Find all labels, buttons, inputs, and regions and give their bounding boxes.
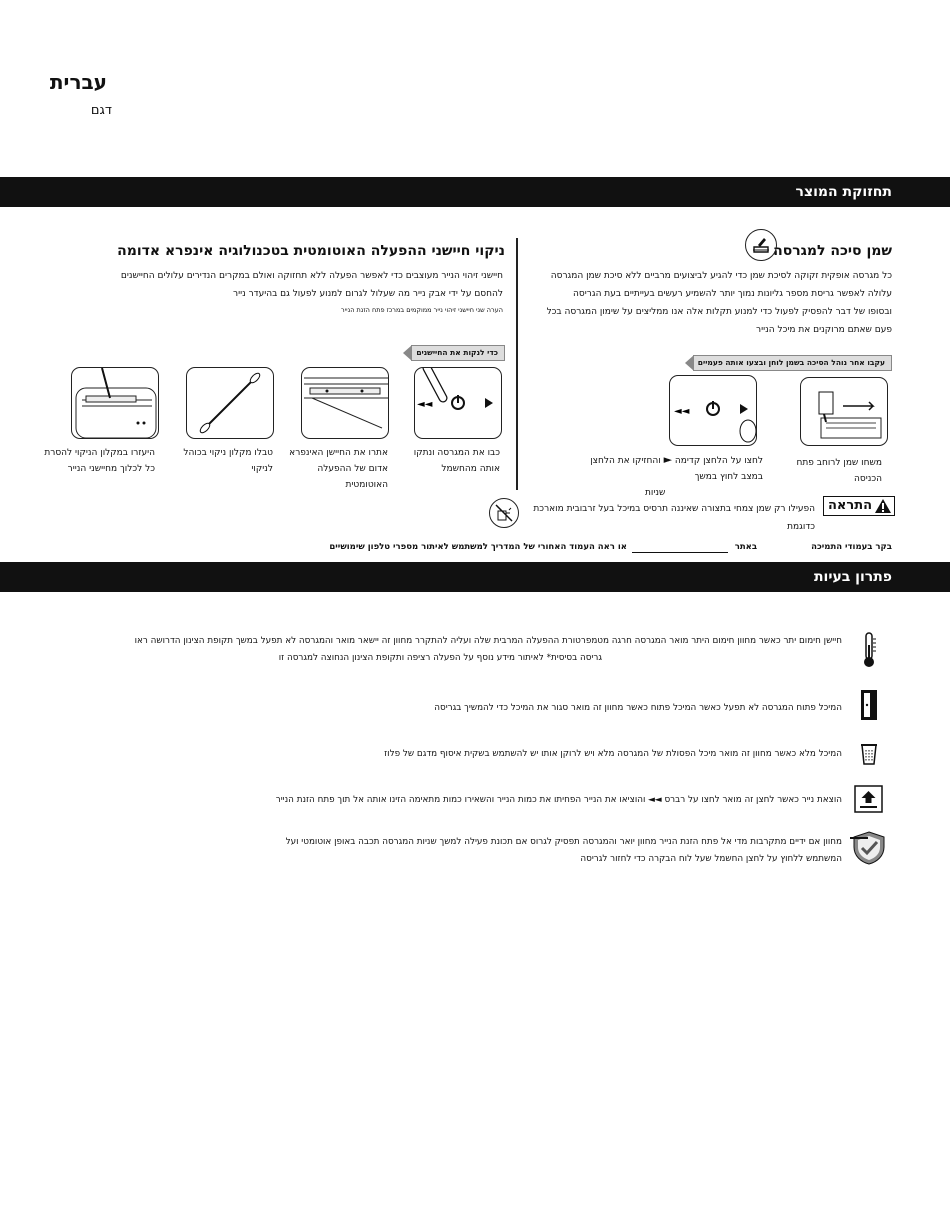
support-prefix: בקר בעמודי התמיכה bbox=[811, 542, 892, 552]
support-at: באתר bbox=[734, 542, 757, 552]
language-title: עברית bbox=[49, 70, 107, 94]
warning-text: הפעילו רק שמן צמחי בתצורה שאיננה תרסיס במיכל בעל זרבובית מוארכת כדוגמת bbox=[533, 504, 815, 532]
oil-step-label: עקבו אחר נוהל הסיכה בשמן לוחן ובצעו אותה פעמיים bbox=[693, 355, 892, 371]
sensors-caption-4: היעזרו במקלון הניקוי להסרת כל לכלוך מחיישני הנייר bbox=[44, 448, 155, 474]
power-off-image bbox=[414, 367, 502, 439]
forward-arrow-icon: ► bbox=[663, 453, 673, 466]
trouble-row-overheat: חיישן חימום יתר כאשר מחוון חימום היתר מואר המגרסה חרגה מטמפרטורת ההפעלה המרבית שלה ועליה להתקרר מחוון זה יישאר מואר והמגרסה לא תפעל במשך תקופת הצינון הדרושה ראו גריסה בסיסית* לאיתור מידע נוסף על הפעלה רציפה ותקופת הצינון הנחוצה למגרסה זו bbox=[134, 636, 842, 663]
svg-text:◄◄: ◄◄ bbox=[417, 399, 433, 410]
trouble-row-paper-jam: הוצאת נייר כאשר לחצן זה מואר לחצו על רברס ◄◄ והוציאו את הנייר הפחיתו את כמות הנייר והשאירו כמות מתאימה הזינו אותה אל תוך פתח הזנת הנייר bbox=[275, 795, 842, 805]
sensors-step-label: כדי לנקות את החיישנים bbox=[411, 345, 505, 361]
trouble-row-safesense: מחוון אם ידיים מתקרבות מדי אל פתח הזנת הנייר מחוון יואר והמגרסה תפסיק לגרוס אם תכונת פעילה למשך שניות המגרסה תכבה באופן אוטומטי ועל המשתמש ללחוץ על לחצן החשמל שעל לוח הבקרה כדי לחזור לגריסה bbox=[285, 837, 842, 864]
sensors-caption-1: כבו את המגרסה ונתקו אותה מהחשמל bbox=[413, 448, 500, 474]
oil-can-icon bbox=[745, 229, 777, 261]
svg-text:◄◄: ◄◄ bbox=[674, 406, 690, 417]
sensors-note: הערה שני חיישני זיהוי נייר ממוקמים במרכז פתח הזנת הנייר bbox=[341, 306, 503, 314]
cotton-swab-image bbox=[186, 367, 274, 439]
forward-button-image bbox=[669, 375, 757, 446]
trouble-row-bin-full: המיכל מלא כאשר מחוון זה מואר מיכל הפסולת של המגרסה מלא ויש לרוקן אותו יש להשתמש בשקית איסוף מדגם של פלוז bbox=[384, 749, 842, 759]
sensors-caption-2: אתרו את החיישן האינפרא אדום של ההפעלה האוטומטית bbox=[289, 448, 388, 490]
support-url-blank bbox=[632, 552, 728, 553]
oil-caption-2: לחצו על הלחצן קדימה ► והחזיקו את הלחצן במצב לחוץ במשך שניות bbox=[590, 453, 763, 498]
model-label: דגם bbox=[90, 103, 112, 118]
oil-title: שמן סיכה למגרסה bbox=[773, 243, 892, 259]
no-spray-icon bbox=[489, 498, 519, 528]
support-rest: או ראה העמוד האחורי של המדריך למשתמש לאיתור מספרי טלפון שימושיים bbox=[329, 542, 627, 552]
oil-body: כל מגרסה אופקית זקוקה לסיכת שמן כדי להגיע לביצועים מרביים ללא סיכת שמן המגרסה עלולה לאפשר גריסת מספר גליונות נמוך יותר להשמיע רעשים בעייתיים בעת הגריסה ובסופו של דבר להפסיק לפעול כדי למנוע תקלות אלה אנו ממליצים על שימון המגרסה בכל פעם שאתם מרוקנים את מיכל הנייר bbox=[546, 271, 892, 335]
warning-triangle-icon bbox=[874, 498, 892, 514]
sensors-body: חיישני זיהוי הנייר מעוצבים כדי לאפשר הפעלה ללא תחזוקה ואולם במקרים הנדירים עלולים החיישנים להחסם על ידי אבק נייר מה שעלול לגרום למנוע לפעול גם בהיעדר נייר bbox=[120, 271, 503, 299]
sensor-location-image bbox=[301, 367, 389, 439]
sensors-caption-3: טבלו מקלון ניקוי בכוהל לניקוי bbox=[183, 448, 273, 474]
maintenance-title: תחזוקת המוצר bbox=[795, 184, 892, 200]
oil-caption-1: משחו שמן לרוחב פתח הכניסה bbox=[796, 458, 882, 484]
bin-door-icon bbox=[859, 688, 879, 722]
oil-feed-image bbox=[800, 377, 888, 446]
paper-jam-icon bbox=[854, 785, 883, 813]
cleaning-sensor-image bbox=[71, 367, 159, 439]
troubleshooting-band bbox=[0, 562, 950, 592]
warning-badge bbox=[823, 496, 895, 516]
support-line bbox=[0, 542, 950, 556]
column-divider bbox=[516, 238, 518, 490]
bin-full-icon bbox=[859, 740, 879, 766]
sensors-title: ניקוי חיישני ההפעלה האוטומטית בטכנולוגיה אינפרא אדומה bbox=[117, 243, 505, 259]
troubleshooting-title: פתרון בעיות bbox=[813, 569, 892, 585]
shield-check-icon bbox=[850, 830, 888, 866]
trouble-row-bin-open: המיכל פתוח המגרסה לא תפעל כאשר המיכל פתוח כאשר מחוון זה מואר סגור את המיכל כדי להמשיך בגריסה bbox=[434, 703, 842, 713]
thermometer-icon bbox=[857, 630, 881, 670]
maintenance-band bbox=[0, 177, 950, 207]
warning-label: התראה bbox=[828, 498, 873, 513]
